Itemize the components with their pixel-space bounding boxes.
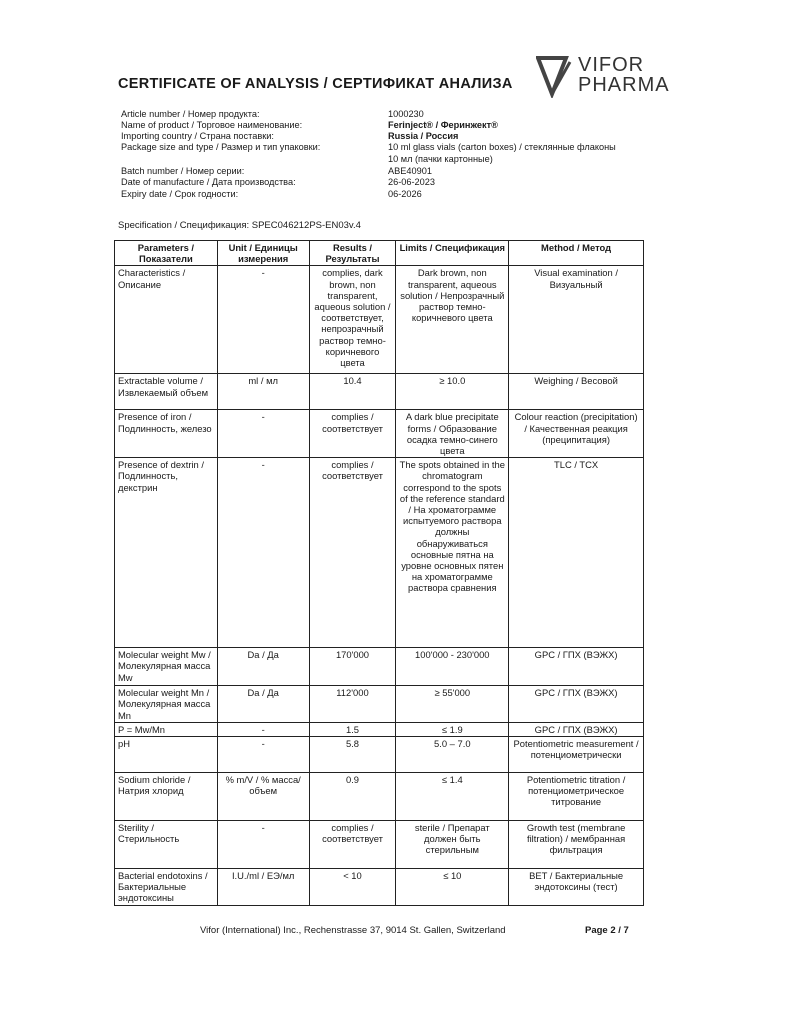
cell-unit: I.U./ml / ЕЭ/мл [217, 869, 309, 906]
table-row [115, 458, 644, 648]
header-method: Method / Метод [509, 241, 644, 266]
cell-limit: A dark blue precipitate forms / Образование осадка темно-синего цвета [396, 410, 509, 458]
info-label: Date of manufacture / Дата производства: [121, 177, 296, 187]
header-parameters: Parameters / Показатели [115, 241, 218, 266]
cell-unit: % m/V / % масса/объем [217, 773, 309, 821]
cell-parameter: pH [115, 737, 218, 773]
cell-result: 112'000 [309, 686, 396, 723]
info-label: Importing country / Страна поставки: [121, 131, 274, 141]
cell-result: 1.5 [309, 722, 396, 736]
cell-parameter: Presence of iron / Подлинность, железо [115, 410, 218, 458]
cell-method: GPC / ГПХ (ВЭЖХ) [509, 722, 644, 736]
cell-method: TLC / TCX [509, 458, 644, 648]
table-row [115, 374, 644, 410]
cell-method: Weighing / Весовой [509, 374, 644, 410]
cell-unit: Da / Да [217, 686, 309, 723]
logo-text [578, 55, 670, 95]
cell-parameter: Molecular weight Mw / Молекулярная масса Mw [115, 648, 218, 686]
cell-limit: Dark brown, non transparent, aqueous solution / Непрозрачный раствор темно-коричневого цвета [396, 266, 509, 374]
footer-address: Vifor (International) Inc., Rechenstrasse 37, 9014 St. Gallen, Switzerland [200, 925, 506, 936]
results-table [114, 240, 644, 906]
cell-method: Growth test (membrane filtration) / мембранная фильтрация [509, 821, 644, 869]
cell-result: 0.9 [309, 773, 396, 821]
header-results: Results / Результаты [309, 241, 396, 266]
page-number: Page 2 / 7 [585, 925, 629, 936]
info-value: 1000230 [388, 109, 424, 119]
table-row [115, 648, 644, 686]
cell-result: complies / соответствует [309, 458, 396, 648]
cell-unit: - [217, 722, 309, 736]
cell-parameter: Sodium chloride / Натрия хлорид [115, 773, 218, 821]
table-row [115, 773, 644, 821]
table-row [115, 686, 644, 723]
cell-result: complies / соответствует [309, 821, 396, 869]
table-row [115, 722, 644, 736]
cell-parameter: Characteristics / Описание [115, 266, 218, 374]
cell-limit: ≤ 10 [396, 869, 509, 906]
table-row [115, 869, 644, 906]
cell-parameter: Extractable volume / Извлекаемый объем [115, 374, 218, 410]
cell-unit: - [217, 266, 309, 374]
cell-limit: ≥ 10.0 [396, 374, 509, 410]
info-value: Ferinject® / Феринжект® [388, 120, 498, 130]
cell-limit: The spots obtained in the chromatogram correspond to the spots of the reference standard / На хроматограмме испытуемого раствора должны обнаруживаться основные пятна на уровне основных пятен на хроматограмме раствора сравнения [396, 458, 509, 648]
cell-parameter: Bacterial endotoxins / Бактериальные эндотоксины [115, 869, 218, 906]
cell-limit: ≤ 1.4 [396, 773, 509, 821]
info-label: Article number / Номер продукта: [121, 109, 260, 119]
cell-limit: 5.0 – 7.0 [396, 737, 509, 773]
cell-method: Colour reaction (precipitation) / Качественная реакция (преципитация) [509, 410, 644, 458]
cell-result: 170'000 [309, 648, 396, 686]
info-label: Expiry date / Срок годности: [121, 189, 239, 199]
logo-line1: VIFOR [578, 54, 645, 76]
info-value: Russia / Россия [388, 131, 459, 141]
cell-unit: - [217, 458, 309, 648]
logo-line2: PHARMA [578, 74, 670, 96]
cell-result: < 10 [309, 869, 396, 906]
cell-method: Potentiometric measurement / потенциометрически [509, 737, 644, 773]
info-value: 06-2026 [388, 189, 422, 199]
cell-unit: - [217, 821, 309, 869]
cell-unit: - [217, 410, 309, 458]
table-row [115, 266, 644, 374]
cell-limit: ≥ 55'000 [396, 686, 509, 723]
info-value: 26-06-2023 [388, 177, 435, 187]
cell-unit: ml / мл [217, 374, 309, 410]
table-row [115, 737, 644, 773]
cell-unit: - [217, 737, 309, 773]
info-label: Package size and type / Размер и тип упаковки: [121, 142, 321, 152]
cell-result: complies / соответствует [309, 410, 396, 458]
cell-method: GPC / ГПХ (ВЭЖХ) [509, 648, 644, 686]
cell-parameter: Molecular weight Mn / Молекулярная масса Mn [115, 686, 218, 723]
cell-method: GPC / ГПХ (ВЭЖХ) [509, 686, 644, 723]
cell-method: BET / Бактериальные эндотоксины (тест) [509, 869, 644, 906]
cell-result: complies, dark brown, non transparent, aqueous solution / соответствует, непрозрачный раствор темно-коричневого цвета [309, 266, 396, 374]
cell-limit: 100'000 - 230'000 [396, 648, 509, 686]
specification-line: Specification / Спецификация: SPEC046212PS-EN03v.4 [118, 220, 361, 231]
info-label: Batch number / Номер серии: [121, 166, 245, 176]
cell-result: 5.8 [309, 737, 396, 773]
header-unit: Unit / Единицы измерения [217, 241, 309, 266]
cell-limit: sterile / Препарат должен быть стерильным [396, 821, 509, 869]
cell-parameter: Sterility / Стерильность [115, 821, 218, 869]
cell-parameter: Presence of dextrin / Подлинность, декстрин [115, 458, 218, 648]
cell-method: Visual examination / Визуальный [509, 266, 644, 374]
table-header-row [115, 241, 644, 266]
info-value: 10 ml glass vials (carton boxes) / стеклянные флаконы 10 мл (пачки картонные) [388, 142, 616, 164]
cell-result: 10.4 [309, 374, 396, 410]
cell-unit: Da / Да [217, 648, 309, 686]
cell-limit: ≤ 1.9 [396, 722, 509, 736]
cell-method: Potentiometric titration / потенциометрическое титрование [509, 773, 644, 821]
info-label: Name of product / Торговое наименование: [121, 120, 303, 130]
info-value: ABE40901 [388, 166, 432, 176]
table-row [115, 410, 644, 458]
header-limits: Limits / Спецификация [396, 241, 509, 266]
table-row [115, 821, 644, 869]
cell-parameter: P = Mw/Mn [115, 722, 218, 736]
document-title: CERTIFICATE OF ANALYSIS / СЕРТИФИКАТ АНАЛИЗА [118, 76, 513, 92]
